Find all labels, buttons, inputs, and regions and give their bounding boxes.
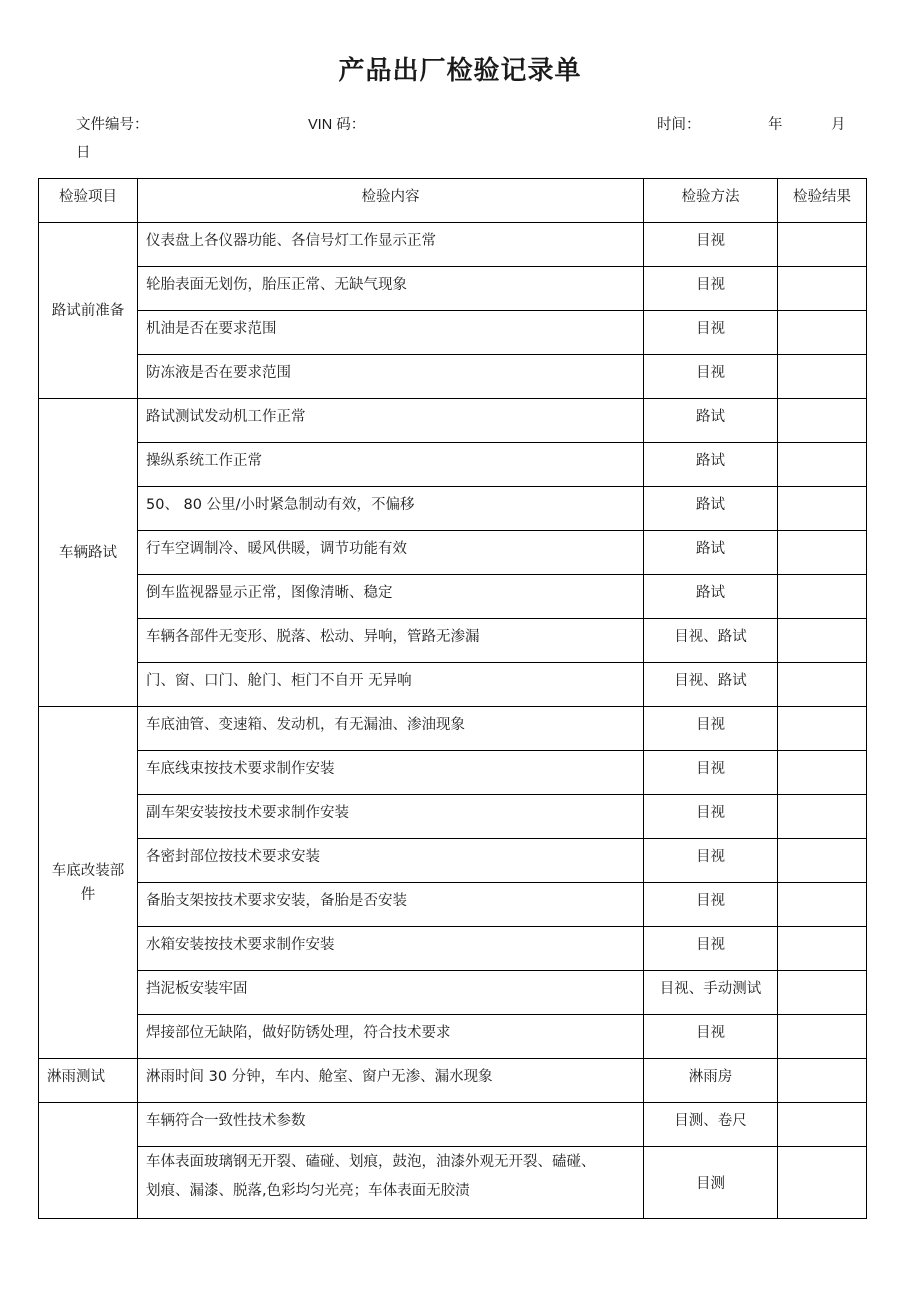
table-row [39,1147,867,1219]
method-cell: 目测 [644,1147,778,1219]
table-row [39,663,867,707]
method-cell: 目视 [644,267,778,311]
method-cell: 目视、手动测试 [644,971,778,1015]
result-cell[interactable] [778,619,867,663]
method-cell: 目测、卷尺 [644,1103,778,1147]
month-label: 月 [831,117,846,133]
table-row [39,223,867,267]
content-line: 车体表面玻璃钢无开裂、磕碰、划痕，鼓泡，油漆外观无开裂、磕碰、 [146,1154,596,1170]
table-header-row [39,179,867,223]
content-cell: 操纵系统工作正常 [138,443,644,487]
content-cell: 车底线束按技术要求制作安装 [138,751,644,795]
day-label: 日 [76,145,91,161]
table-row [39,751,867,795]
result-cell[interactable] [778,399,867,443]
category-line: 件 [80,886,96,903]
content-line: 划痕、漏漆、脱落,色彩均匀光亮；车体表面无胶渍 [146,1183,470,1199]
content-cell: 淋雨时间 30 分钟，车内、舱室、窗户无渗、漏水现象 [138,1059,644,1103]
table-row [39,531,867,575]
table-row [39,267,867,311]
result-cell[interactable] [778,1059,867,1103]
category-line: 车底改装部 [51,862,125,879]
method-cell: 路试 [644,575,778,619]
result-cell[interactable] [778,1015,867,1059]
table-row [39,311,867,355]
table-row [39,883,867,927]
content-cell: 各密封部位按技术要求安装 [138,839,644,883]
result-cell[interactable] [778,1147,867,1219]
content-cell: 挡泥板安装牢固 [138,971,644,1015]
content-cell: 50、 80 公里/小时紧急制动有效，不偏移 [138,487,644,531]
method-cell: 目视 [644,1015,778,1059]
content-cell: 行车空调制冷、暖风供暖，调节功能有效 [138,531,644,575]
column-header-method: 检验方法 [644,179,778,223]
content-cell: 倒车监视器显示正常，图像清晰、稳定 [138,575,644,619]
method-cell: 目视 [644,311,778,355]
content-cell: 焊接部位无缺陷，做好防锈处理，符合技术要求 [138,1015,644,1059]
table-row [39,707,867,751]
method-cell: 路试 [644,531,778,575]
table-row [39,1059,867,1103]
table-row [39,575,867,619]
result-cell[interactable] [778,927,867,971]
result-cell[interactable] [778,575,867,619]
result-cell[interactable] [778,487,867,531]
vin-label: VIN 码： [308,117,366,133]
table-row [39,927,867,971]
result-cell[interactable] [778,751,867,795]
time-label: 时间： [657,117,701,133]
method-cell: 目视 [644,751,778,795]
result-cell[interactable] [778,663,867,707]
method-cell: 路试 [644,487,778,531]
table-row [39,1015,867,1059]
method-cell: 目视 [644,223,778,267]
result-cell[interactable] [778,223,867,267]
result-cell[interactable] [778,795,867,839]
method-cell: 目视 [644,927,778,971]
result-cell[interactable] [778,355,867,399]
table-row [39,619,867,663]
method-cell: 路试 [644,443,778,487]
method-cell: 目视、路试 [644,619,778,663]
method-cell: 淋雨房 [644,1059,778,1103]
year-label: 年 [768,117,783,133]
result-cell[interactable] [778,267,867,311]
result-cell[interactable] [778,839,867,883]
content-cell: 机油是否在要求范围 [138,311,644,355]
content-cell: 轮胎表面无划伤，胎压正常、无缺气现象 [138,267,644,311]
category-cell [39,707,138,1059]
method-cell: 目视 [644,839,778,883]
inspection-table [38,178,867,1219]
document-title: 产品出厂检验记录单 [338,56,582,86]
category-cell [39,1103,138,1219]
category-cell: 淋雨测试 [39,1059,138,1103]
table-row [39,839,867,883]
result-cell[interactable] [778,311,867,355]
content-cell: 车辆符合一致性技术参数 [138,1103,644,1147]
file-number-label: 文件编号： [76,117,149,133]
content-cell: 副车架安装按技术要求制作安装 [138,795,644,839]
content-cell: 备胎支架按技术要求安装，备胎是否安装 [138,883,644,927]
result-cell[interactable] [778,1103,867,1147]
method-cell: 目视 [644,355,778,399]
content-cell: 路试测试发动机工作正常 [138,399,644,443]
table-row [39,355,867,399]
result-cell[interactable] [778,531,867,575]
column-header-result: 检验结果 [778,179,867,223]
result-cell[interactable] [778,971,867,1015]
content-cell: 门、窗、口门、舱门、柜门不自开 无异响 [138,663,644,707]
content-cell: 仪表盘上各仪器功能、各信号灯工作显示正常 [138,223,644,267]
table-row [39,399,867,443]
content-cell: 水箱安装按技术要求制作安装 [138,927,644,971]
content-cell: 车底油管、变速箱、发动机，有无漏油、渗油现象 [138,707,644,751]
method-cell: 目视 [644,795,778,839]
content-cell: 车辆各部件无变形、脱落、松动、异响，管路无渗漏 [138,619,644,663]
result-cell[interactable] [778,443,867,487]
table-row [39,971,867,1015]
table-row [39,1103,867,1147]
content-cell [138,1147,644,1219]
table-row [39,443,867,487]
method-cell: 目视、路试 [644,663,778,707]
result-cell[interactable] [778,707,867,751]
column-header-content: 检验内容 [138,179,644,223]
category-cell: 车辆路试 [39,399,138,707]
column-header-item: 检验项目 [39,179,138,223]
table-row [39,795,867,839]
category-cell: 路试前准备 [39,223,138,399]
result-cell[interactable] [778,883,867,927]
content-cell: 防冻液是否在要求范围 [138,355,644,399]
method-cell: 目视 [644,883,778,927]
table-row [39,487,867,531]
method-cell: 路试 [644,399,778,443]
method-cell: 目视 [644,707,778,751]
